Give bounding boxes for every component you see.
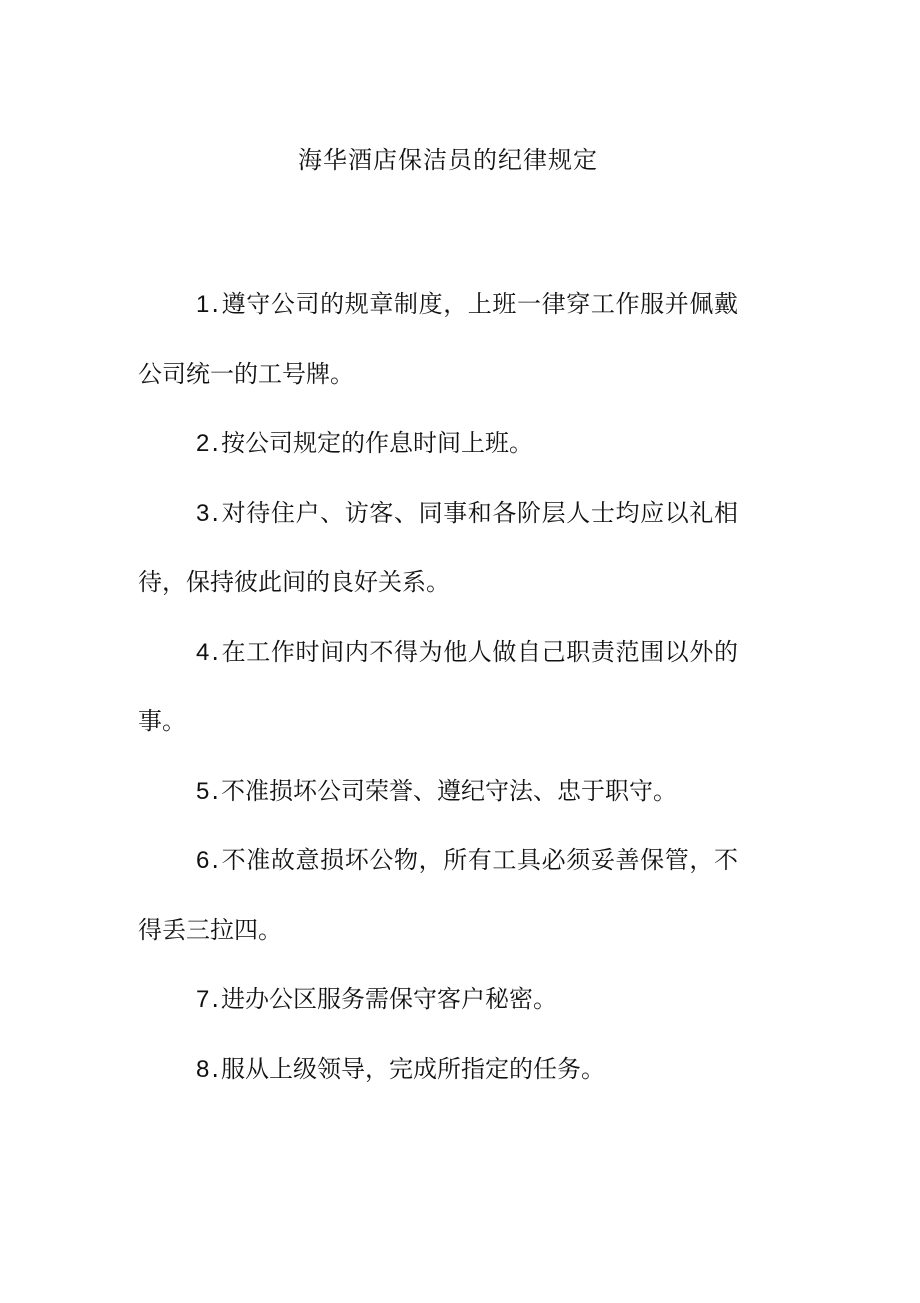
rule-item-5: 5.不准损坏公司荣誉、遵纪守法、忠于职守。	[196, 776, 677, 805]
rule-text: 在工作时间内不得为他人做自己职责范围以外的事。	[138, 637, 738, 735]
rule-number: 2	[196, 430, 210, 457]
rule-number: 7	[196, 986, 210, 1013]
rule-number: 5	[196, 777, 210, 805]
rule-item-8: 8.服从上级领导，完成所指定的任务。	[196, 1054, 605, 1083]
rule-number: 4	[196, 638, 210, 666]
rule-text: 按公司规定的作息时间上班。	[221, 429, 533, 457]
rule-item-4: 4.在工作时间内不得为他人做自己职责范围以外的事。	[138, 637, 738, 735]
rule-text: 遵守公司的规章制度，上班一律穿工作服并佩戴公司统一的工号牌。	[138, 290, 738, 388]
rules-list	[138, 270, 738, 1104]
rule-text: 不准损坏公司荣誉、遵纪守法、忠于职守。	[221, 776, 677, 805]
rule-number: 8	[196, 1055, 210, 1083]
rule-text: 对待住户、访客、同事和各阶层人士均应以礼相待，保持彼此间的良好关系。	[138, 498, 738, 596]
rule-item-2: 2.按公司规定的作息时间上班。	[196, 429, 533, 457]
rule-item-3: 3.对待住户、访客、同事和各阶层人士均应以礼相待，保持彼此间的良好关系。	[138, 498, 738, 596]
rule-text: 进办公区服务需保守客户秘密。	[221, 985, 557, 1013]
rule-number: 6	[196, 847, 210, 874]
rule-item-1: 1.遵守公司的规章制度，上班一律穿工作服并佩戴公司统一的工号牌。	[138, 290, 738, 388]
document-title: 海华酒店保洁员的纪律规定	[298, 146, 598, 174]
rule-text: 不准故意损坏公物，所有工具必须妥善保管，不得丢三拉四。	[138, 846, 738, 944]
rule-number: 1	[196, 291, 210, 318]
rule-item-6: 6.不准故意损坏公物，所有工具必须妥善保管，不得丢三拉四。	[138, 846, 738, 944]
rule-item-7: 7.进办公区服务需保守客户秘密。	[196, 985, 557, 1013]
rule-text: 服从上级领导，完成所指定的任务。	[221, 1054, 605, 1083]
rule-number: 3	[196, 499, 210, 527]
